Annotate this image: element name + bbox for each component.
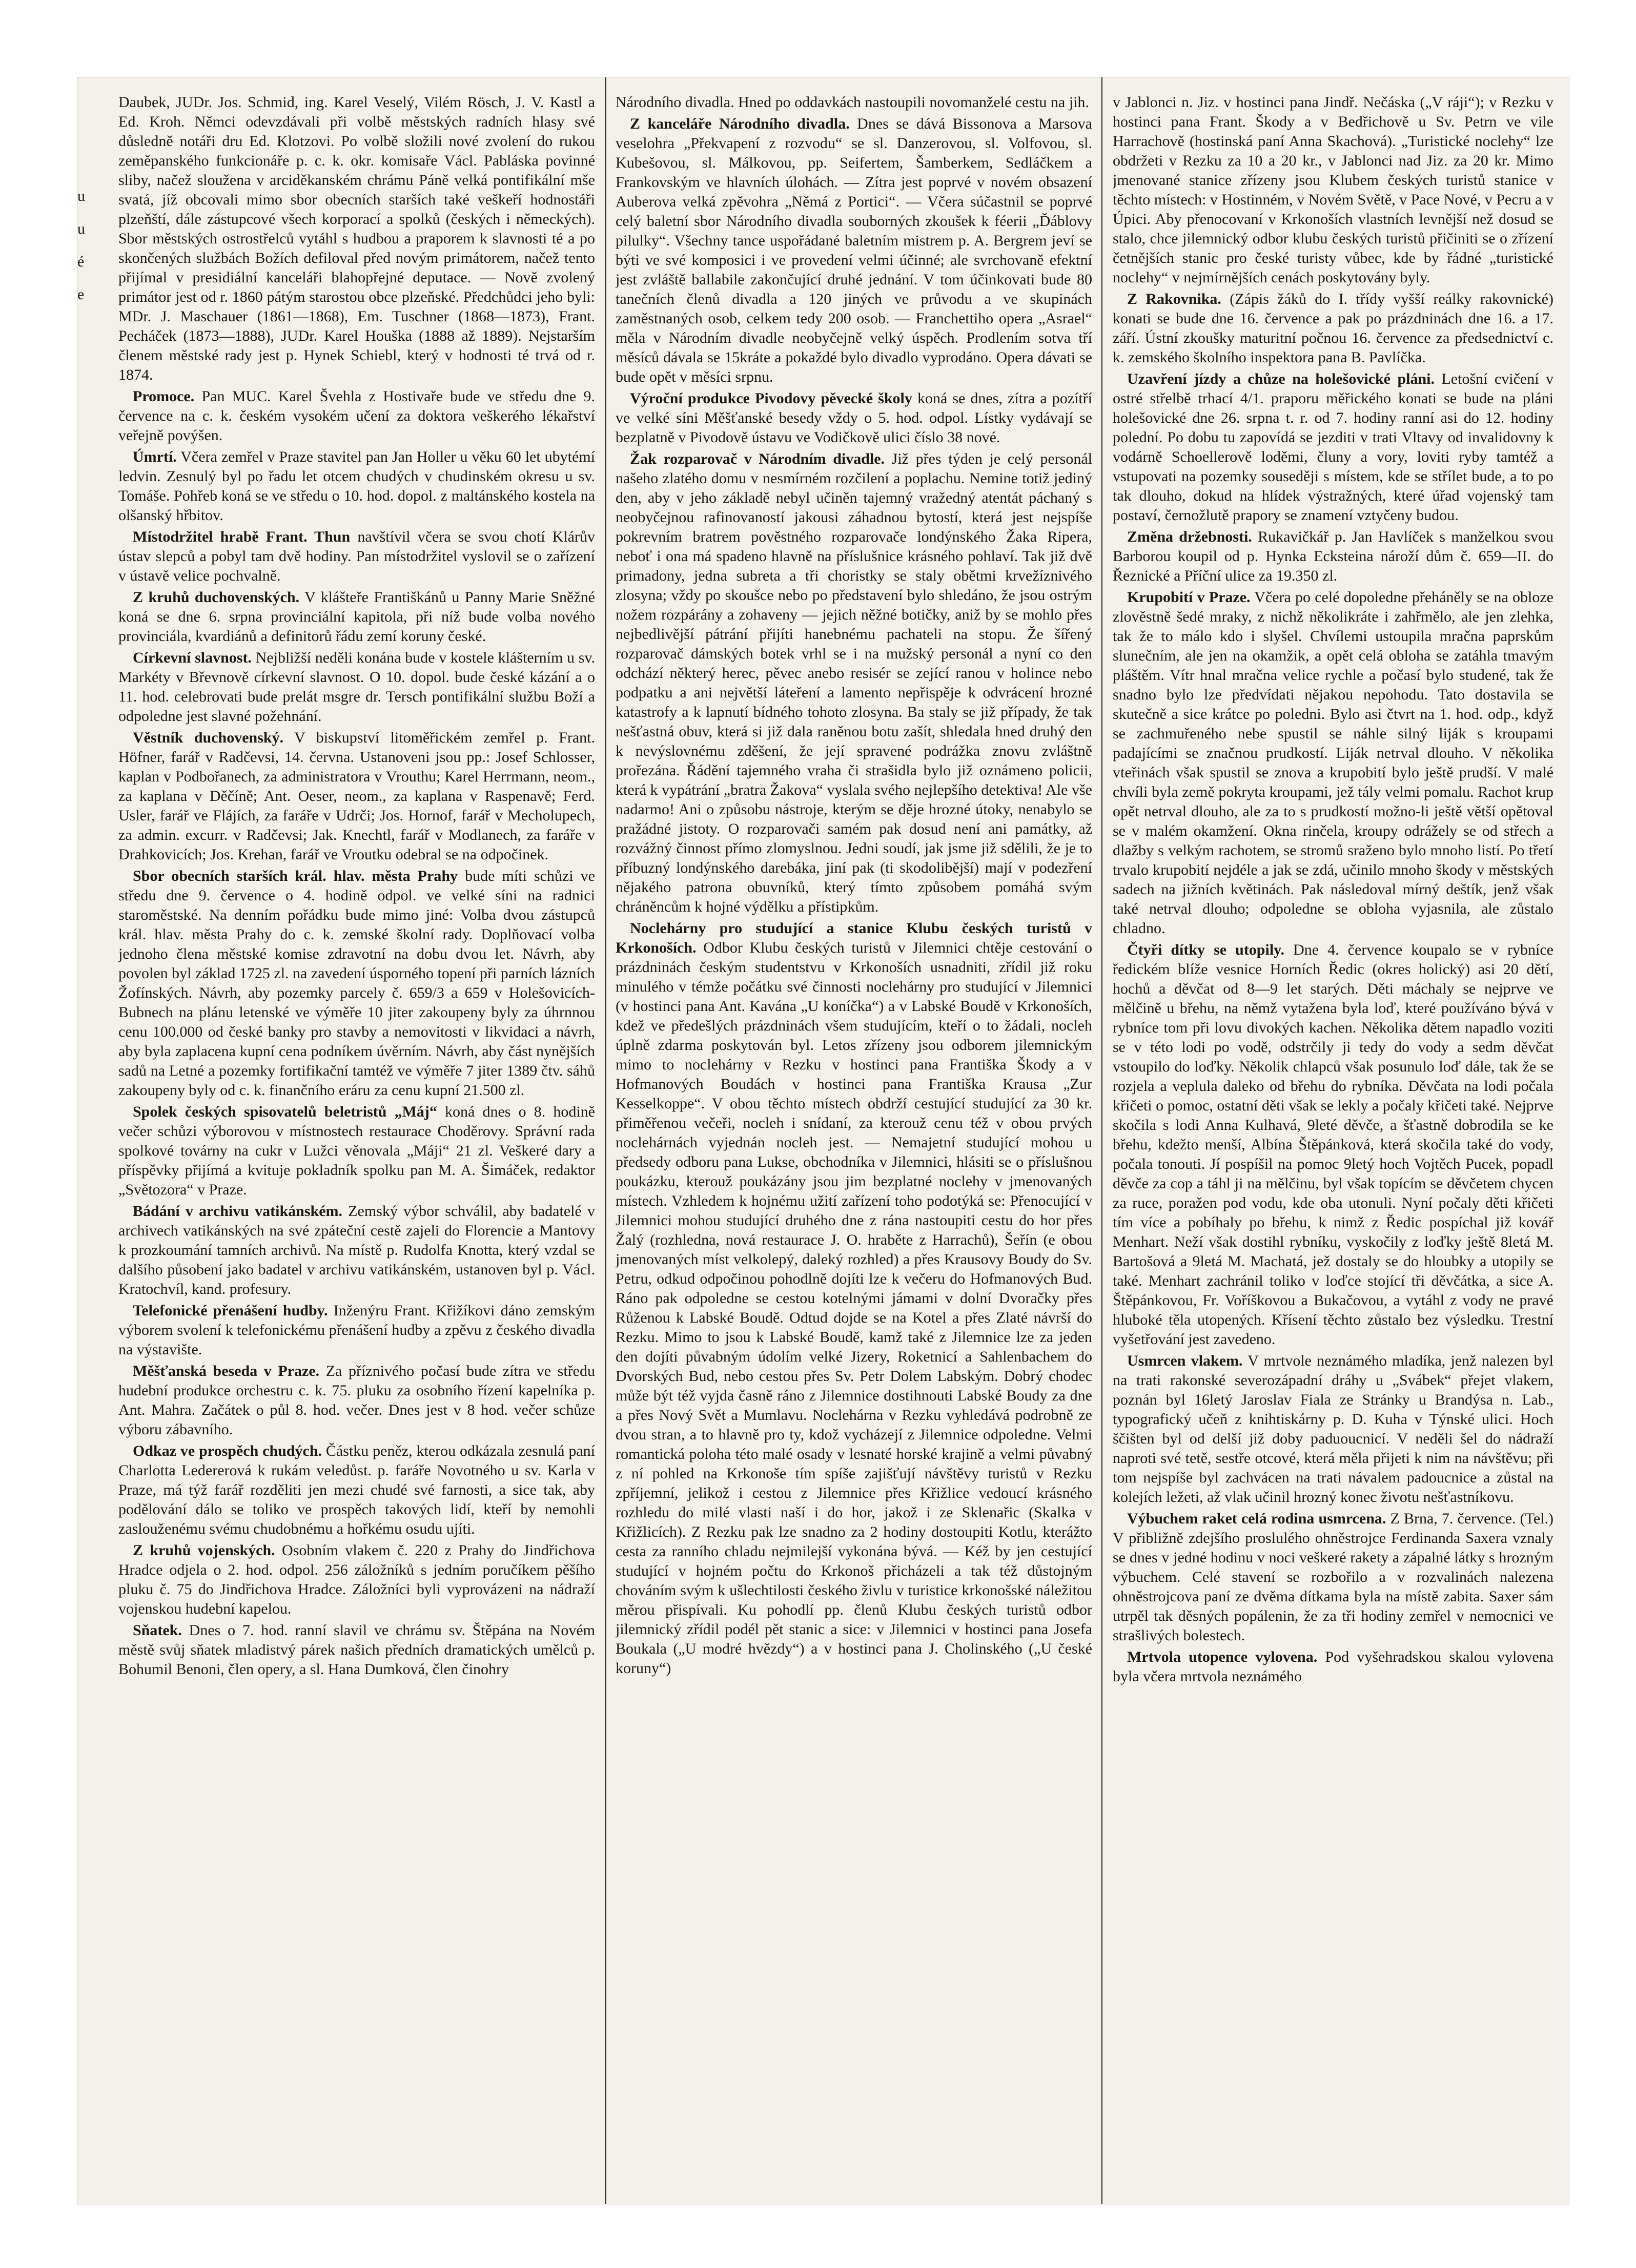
article-paragraph xyxy=(1113,1351,1553,1507)
article-paragraph xyxy=(118,648,595,726)
article-heading: Měšťanská beseda v Praze. xyxy=(133,1363,320,1379)
article-text: V klášteře Františkánů u Panny Marie Sněžné koná se dne 6. srpna provinciální kapitola, při níž bude volba nového provinciála, kvardiánů a definitorů řádu zemí koruny české. xyxy=(118,589,595,645)
article-paragraph xyxy=(1113,588,1553,938)
article-text: bude míti schůzi ve středu dne 9. července o 4. hodině odpol. ve velké síni na radnici staroměstské. Na denním pořádku bude mimo jiné: Volba dvou zástupců král. hlav. města Prahy do c. k. zemské školní rady. Doplňovací volba jednoho člena městské komise zdravotní na dobu dvou let. Návrh, aby povolen byl základ 1725 zl. na zavedení úsporného topení při parních lázních Žofínských. Návrh, aby pozemky parcely č. 659/3 a 659 v Holešovicích-Bubnech na plánu letenské ve výměře 10 jiter zakoupeny byly za úhrnnou cenu 100.000 od české banky pro stavby a nemovitosti v likvidaci a návrh, aby byla zaplacena kupní cena podníkem úvěrním. Návrh, aby část nynějších sadů na Letné a pozemky fortifikační tamtéž ve výměře 7 jiter 1389 čtv. sáhů zakoupeny byly od c. k. finančního eráru za cenu kupní 21.500 zl. xyxy=(118,868,595,1099)
left-margin-edge xyxy=(77,180,108,795)
article-heading: Místodržitel hrabě Frant. Thun xyxy=(133,528,351,545)
article-heading: Sbor obecních starších král. hlav. města Prahy xyxy=(133,868,458,884)
article-text: Již přes týden je celý personál našeho zlatého domu v nesmírném rozčilení a poplachu. Nemine totiž jediný den, aby v jeho základě nebyl učiněn tajemný vražedný atentát páchaný s neobyčejnou rafinovaností jakousi záhadnou bytostí, která jest nejspíše pokrevním bratrem pověstného rozparovače londýnského Žaka Ripera, neboť i ona má spadeno hlavně na příslušnice krásného pohlaví. Tak již dvě primadony, jedna subreta a tři choristky se staly obětmi krvežíznivého zlosyna; vždy po skoušce nebo po představení bylo shledáno, že jsou ostrým nožem rozpárány a zohaveny — jejich něžné botičky, aniž by se mohlo přes nejbedlivější pátrání přijíti hanebnému pachateli na stopu. Že šířený rozparovač dámských botek vrhl se i na mužský personál a nyní co den odchází některý herec, pěvec anebo resisér se zející ranou v holince nebo podpatku a ani největší láteření a lamento nepřispěje k odvrácení hrozné katastrofy a k lapnutí bídného tohoto zlosyna. Ba staly se již případy, že tak nešťastná obuv, která si již dala raněnou botu zašít, shledala hned druhý den k nevýslovnému zděšení, že její spravené podrážka znovu zvláštně prořezána. Řádění tajemného vraha či strašidla bylo již oznámeno policii, která k vypátrání „bratra Žakova“ vyslala svého nejlepšího detektiva! Ale vše nadarmo! Ani o způsobu nástroje, kterým se děje hrozné útoky, nenabylo se pražádné jistoty. O rozparovači samém pak dosud není ani památky, až rozvážný činnost přímo zlomyslnou. Jedni soudí, jak jsme již sdělili, že je to příbuzný londýnského darebáka, jiní pak (ti skodolibější) mají v podezření nějakého patrona obuvníků, který tímto způsobem pomáhá svým chráněncům k hojné výdělku a přístipkům. xyxy=(616,450,1092,915)
article-heading: Čtyři dítky se utopily. xyxy=(1127,941,1285,958)
newspaper-page xyxy=(77,77,1569,2204)
article-paragraph xyxy=(1113,1647,1553,1686)
column-rule xyxy=(605,77,606,2204)
article-paragraph xyxy=(118,387,595,445)
article-heading: Z Rakovnika. xyxy=(1127,291,1221,307)
article-paragraph xyxy=(1113,1509,1553,1645)
article-heading: Usmrcen vlakem. xyxy=(1127,1352,1243,1369)
article-text: Inženýru Frant. Křižíkovi dáno zemským výborem svolení k telefonickému přenášení hudby a zpěvu z českého divadla na výstavište. xyxy=(118,1302,595,1358)
article-heading: Bádání v archivu vatikánském. xyxy=(133,1203,343,1220)
edge-letter: e xyxy=(77,286,85,303)
article-heading: Mrtvola utopence vylovena. xyxy=(1127,1648,1318,1665)
article-heading: Uzavření jízdy a chůze na holešovické pláni. xyxy=(1127,370,1435,387)
article-text: Odbor Klubu českých turistů v Jilemnici chtěje cestování o prázdninách českým studentstvu v Krkonoších usnadniti, zřídil již roku minulého v témže počátku své činnosti noclehárny pro studující v Jilemnici (v hostinci pana Ant. Kavána „U koníčka“) a v Labské Boudě v Krkonoších, kdež ve předešlých prázdninách všem studujícím, kteří o to žádali, nocleh úplně zdarma poskytován byl. Letos zřízeny jsou odborem jilemnickým mimo to noclehárny v Rezku v hostinci pana Františka Škody a v Hofmanových Boudách v hostinci pana Františka Krausa „Zur Kesselkoppe“. V obou těchto místech obdrží cestující studující za 30 kr. přiměřenou večeři, nocleh i snídaní, za kterouž cenu též v obou prvých noclehárnách vyjednán nocleh jest. — Nemajetní studující mohou u předsedy odboru pana Lukse, obchodníka v Jilemnici, hlásiti se o příslušnou poukázku, kterouž poukázány jsou jim bezplatné noclehy v jmenovaných místech. Vzhledem k hojnému užití zařízení toho podotýká se: Přenocující v Jilemnici mohou studující druhého dne z rána nastoupiti cestu do hor přes Žalý (rozhledna, nová restaurace J. O. hraběte z Harrachů), Šeřín (e obou jmenovaných míst velkolepý, daleký rozhled) a přes Krausovy Boudy do Sv. Petru, odkud odpočinou pohodlně dojíti lze k večeru do Hofmanových Bud. Ráno pak odpoledne se cestou kotelnými jámami v dolní Dvoračky přes Růženou k Labské Boudě. Odtud dojde se na Kotel a přes Zlaté návrší do Rezku. Mimo to jsou k Labské Boudě, kamž také z Jilemnice lze za jeden den dojíti půvabným údolím velké Jizery, Roketnicí a Sahlenbachem do Dvorských Bud, nebo cestou přes Sv. Petr Dolem Labským. Dobrý chodec může být též vyjda časně ráno z Jilemnice dostihnouti Labské Boudy za dne a přes Nový Svět a Mumlavu. Noclehárna v Rezku vyhledává podrobně ze dvou stran, a to hlavně pro ty, kdož vycházejí z Jilemnice odpoledne. Velmi romantická poloha této malé osady v lesnaté horské krajině a velmi půvabný z ní pohled na Krkonoše tím spíše zajišťují návštěvy turistů v Rezku zpříjemní, jelikož i cestou z Jilemnice přes Křižlice vedoucí krásného rozhledu do milé vlasti naší i do hor, jakož i ze Sklenařic (Skalka v Křižlicích). Z Rezku pak lze snadno za 2 hodiny dostoupiti Kotlu, kterážto cesta za ranního chladu nejmilejší vykonána bývá. — Kéž by jen cestující studující v hojném počtu do Krkonoš přicházeli a tak též důstojným chováním svým k ušlechtilosti českého živlu v turistice krkonošské náležitou měrou přispívali. Ku pohodlí pp. členů Klubu českých turistů odbor jilemnický zřídil podél pět stanic a sice: v Jilemnici v hostinci pana Josefa Boukala („U modré hvězdy“) a v hostinci pana J. Cholinského („U české koruny“) xyxy=(616,939,1092,1677)
article-text: Zemský výbor schválil, aby badatelé v archivech vatikánských na své zpáteční cestě zajeli do Florencie a Mantovy k prozkoumání tamních archivů. Na místě p. Rudolfa Knotta, který vzdal se dalšího působení jako badatel v archivu vatikánském, ustanoven byl p. Václ. Kratochvíl, kand. profesury. xyxy=(118,1203,595,1297)
article-text: Rukavičkář p. Jan Havlíček s manželkou svou Barborou koupil od p. Hynka Ecksteina nároží dům č. 659—II. do Řeznické a Příční ulice za 19.350 zl. xyxy=(1113,528,1553,584)
article-paragraph xyxy=(118,1541,595,1619)
article-paragraph xyxy=(118,728,595,864)
article-text: V mrtvole neznámého mladíka, jenž nalezen byl na trati rakonské severozápadní dráhy u „Svábek“ přejet vlakem, poznán byl 16letý Jaroslav Fiala ze Stránky u Brandýsa n. Lab., typografický učeň z knihtiskárny p. D. Kuha v Týnské ulici. Hoch ščišten byl od delší již doby paduoucnicí. V neděli šel do nádraží naproti své tetě, sestře otcové, která měla přijeti k nim na návštěvu; při tom nejspíše byl zachvácen na trati návalem padoucnice a zůstal na kolejích ležeti, až vlak učinil hrozný konec životu nešťastníkovu. xyxy=(1113,1352,1553,1506)
article-paragraph xyxy=(118,1362,595,1439)
article-heading: Výbuchem raket celá rodina usmrcena. xyxy=(1127,1510,1386,1527)
article-paragraph xyxy=(616,389,1092,447)
article-heading: Změna držebnosti. xyxy=(1127,528,1252,545)
article-text: Daubek, JUDr. Jos. Schmid, ing. Karel Veselý, Vilém Rösch, J. V. Kastl a Ed. Kroh. Němci odevzdávali při volbě městských radních hlasy své důsledně notáři dru Ed. Klotzovi. Po volbě složili nové zvolení do rukou zeměpanského funkcionáře p. c. k. okr. komisaře Václ. Pabláska povinné sliby, načež sloužena v arciděkanském chrámu Páně velká pontifikální mše svatá, jíž obcovali mimo sbor obecních starších také veškeří hodnostáři plzeňští, dále zástupcové všech korporací a spolků (českých i německých). Sbor městských ostrostřelců vytáhl s hudbou a praporem k slavnosti té a po skončených službách Božích defiloval před novým primátorem, načež tento přijímal v presidiální kanceláři blahopřejné deputace. — Nově zvolený primátor jest od r. 1860 pátým starostou obce plzeňské. Předchůdci jeho byli: MDr. J. Maschauer (1861—1868), Em. Tuschner (1868—1873), Frant. Pecháček (1873—1888), JUDr. Karel Houška (1888 až 1889). Nejstarším členem městské rady jest p. Hynek Schiebl, který v hodnosti té trvá od r. 1874. xyxy=(118,94,595,383)
article-heading: Sňatek. xyxy=(133,1622,182,1639)
article-heading: Církevní slavnost. xyxy=(133,649,252,666)
article-paragraph xyxy=(118,588,595,646)
article-paragraph xyxy=(118,1441,595,1539)
edge-letter: u xyxy=(77,220,85,237)
article-text: Národního divadla. Hned po oddavkách nastoupili novomanželé cestu na jih. xyxy=(616,94,1089,111)
article-heading: Výroční produkce Pivodovy pěvecké školy xyxy=(630,390,912,407)
article-text: Osobním vlakem č. 220 z Prahy do Jindřichova Hradce odjela o 2. hod. odpol. 256 záložníků s jedním poručíkem pěšího pluku č. 75 do Jindřichova Hradce. Záložníci byli vyprovázeni na nádraží vojenskou hudební kapelou. xyxy=(118,1542,595,1617)
article-text: Z Brna, 7. července. (Tel.) V přibližně zdejšího proslulého ohněstrojce Ferdinanda Saxera vznaly se dnes v jedné hodinu v noci veškeré rakety a zápalné látky s hrozným výbuchem. Celé stavení se rozbořilo a v rozvalinách nalezena ohněstrojcova paní ze dvěma dítkama byla na místě zabita. Saxer sám utrpěl tak děsných popálenin, že za tři hodiny zemřel v nemocnici ve strašlivých bolestech. xyxy=(1113,1510,1553,1644)
article-paragraph xyxy=(118,527,595,586)
article-paragraph xyxy=(118,867,595,1100)
article-paragraph xyxy=(1113,369,1553,525)
article-paragraph xyxy=(616,114,1092,387)
article-heading: Z kruhů duchovenských. xyxy=(133,589,300,606)
article-text: Nejbližší neděli konána bude v kostele klášterním u sv. Markéty v Břevnově církevní slavnost. O 10. dopol. bude české kázání a o 11. hod. celebrovati bude prelát msgre dr. Tersch pontifikální službu Boží a odpoledne jest slavné požehnání. xyxy=(118,649,595,725)
article-text: Pan MUC. Karel Švehla z Hostivaře bude ve středu dne 9. července na c. k. českém vysokém učení za doktora veškerého lékařství veřejně povýšen. xyxy=(118,388,595,444)
article-paragraph xyxy=(616,449,1092,917)
article-paragraph xyxy=(1113,940,1553,1349)
article-heading: Úmrtí. xyxy=(133,448,177,465)
article-text: (Zápis žáků do I. třídy vyšší reálky rakovnické) konati se bude dne 16. července a pak po prázdninách dne 16. a 17. září. Ústní zkoušky maturitní počnou 16. července za předsednictví c. k. zemského školního inspektora pana B. Pavlíčka. xyxy=(1113,291,1553,366)
article-heading: Z kanceláře Národního divadla. xyxy=(630,115,850,132)
article-paragraph xyxy=(1113,527,1553,586)
article-heading: Noclehárny pro studující a stanice Klubu českých turistů v Krkonoších. xyxy=(616,920,1092,956)
article-paragraph xyxy=(118,1102,595,1200)
article-paragraph xyxy=(118,1621,595,1679)
article-paragraph xyxy=(1113,290,1553,367)
article-heading: Odkaz ve prospěch chudých. xyxy=(133,1442,322,1459)
article-text: koná se dnes, zítra a pozítří ve velké síni Měšťanské besedy vždy o 5. hod. odpol. Lístky vydávají se bezplatně v Pivodově ústavu ve Vodičkově ulici číslo 38 nové. xyxy=(616,390,1092,446)
article-text: Dne 4. července koupalo se v rybníce ředickém blíže vesnice Horních Ředic (okres holický) asi 20 dětí, hochů a děvčat od 8—9 let starých. Děti máchaly se nejprve ve mělčině u břehu, na němž vytažena byla loď, které používáno bývá v rybníce tom při lovu divokých kachen. Několika dětem napadlo voziti se v této lodi po vodě, odstrčily ji tedy do vody a sedm děvčat vstoupilo do loďky. Několik chlapců však posunulo loď dále, tak že se rozjela a veplula daleko od břehu do rybníka. Děvčata na lodi počala křičeti o pomoc, ostatní děti však se lekly a počaly křičeti také. Nejprve skočila s lodi Anna Kulhavá, 9leté děvče, a šťastně dobrodila se ke břehu, kdežto menší, Albína Štěpánková, která skočila také do vody, počala tonouti. Jí pospíšil na pomoc 9letý hoch Vojtěch Pucek, popadl děvče za cop a táhl ji na mělčinu, byl však topícím se děvčetem chycen za ruce, poražen pod vodu, kde oba utonuli. Nyní počaly děti křičeti tím více a pobíhaly po břehu, k nimž z Ředic pospíchal již kovář Menhart. Neží však dostihl rybníku, vyskočily z loďky ještě 8letá M. Bartošová a 9letá M. Machatá, jež dostaly se do hloubky a utopily se také. Menhart zachránil toliko v loďce stojící tři děvčátka, a sice A. Štěpánkovou, Fr. Voříškovou a Bukačovou, a vytáhl z vody ne pravé hluboké těla utopených. Křísení těchto zůstalo bez výsledku. Trestní vyšetřování jest zavedeno. xyxy=(1113,941,1553,1348)
article-text: Letošní cvičení v ostré střelbě trhací 4/1. praporu měřického konati se bude na pláni holešovické dne 26. srpna t. r. od 7. hodiny ranní asi do 12. hodiny polední. Po dobu tu zapovídá se jezditi v trati Vltavy od invalidovny k vodárně Schoellerově loděmi, čluny a vory, loviti ryby tamtéž a vstupovati na pozemky souseději s místem, kde se střílet bude, a to po tak dlouho, dokud na hlídek výstražných, které úřad vojenský tam postaví, černožlutě prapory se znamení vztyčeny budou. xyxy=(1113,370,1553,524)
article-paragraph xyxy=(616,919,1092,1678)
article-paragraph xyxy=(616,93,1092,112)
article-paragraph xyxy=(1113,93,1553,287)
article-heading: Žak rozparovač v Národním divadle. xyxy=(630,450,885,467)
article-paragraph xyxy=(118,1301,595,1359)
article-text: Včera po celé dopoledne přeháněly se na obloze zlověstně šedé mraky, z nichž několikráte i zahřmělo, ale jen zlehka, tak že to málo kdo i slyšel. Chvílemi ustoupila mračna paprskům slunečním, ale jen na okamžik, a opět celá obloha se zatáhla tmavým pláštěm. Vítr hnal mračna velice rychle a počasí bylo studené, tak že snadno bylo lze předvídati nějakou nepohodu. Tato dostavila se skutečně a sice krátce po poledni. Bylo asi čtvrt na 1. hod. odp., když se zachmuřeného nebe spustil se náhle silný liják s kroupami padajícími se značnou prudkostí. Liják netrval dlouho. V několika vteřinách však spustil se znova a krupobití bylo ještě prudší. V malé chvíli byla země pokryta kroupami, jež tály velmi pomalu. Rachot krup opět netrval dlouho, ale za to s prudkostí možno-li ještě větší opětoval se v malém okamžení. Okna rinčela, kroupy odrážely se od střech a dlažby s velkým rachotem, se stromů sraženo bylo mnoho listí. Po třetí trvalo krupobití nejdéle a jak se zdá, učinilo mnoho škody v městských sadech na jižních květinách. Pak následoval mírný deštík, jenž však také netrval dlouho; odpoledne se obloha vyjasnila, ale zůstalo chladno. xyxy=(1113,589,1553,937)
edge-letter: é xyxy=(77,253,85,270)
article-text: Částku peněz, kterou odkázala zesnulá paní Charlotta Ledererová k rukám veledůst. p. faráře Novotného u sv. Karla v Praze, má týž farář rozděliti jen mezi chudé své farnosti, a sice tak, aby podělování dálo se toliko ve prospěch takových lidí, kteří by nemohli zaslouženému svému chudobnému a hořkému osudu ujíti. xyxy=(118,1442,595,1537)
article-text: Dnes o 7. hod. ranní slavil ve chrámu sv. Štěpána na Novém městě svůj sňatek mladistvý párek našich předních dramatických umělců p. Bohumil Benoni, člen opery, a sl. Hana Dumková, člen činohry xyxy=(118,1622,595,1678)
article-heading: Telefonické přenášení hudby. xyxy=(133,1302,328,1319)
article-text: koná dnes o 8. hodině večer schůzi výborovou v místnostech restaurace Choděrovy. Správní rada spolkové továrny na cukr v Lužci věnovala „Máji“ 21 zl. Veškeré dary a příspěvky přijímá a kvituje pokladník spolku pan M. A. Šimáček, redaktor „Světozora“ v Praze. xyxy=(118,1103,595,1198)
article-heading: Krupobití v Praze. xyxy=(1127,589,1251,606)
article-heading: Věstník duchovenský. xyxy=(133,729,284,746)
article-text: Pod vyšehradskou skalou vylovena byla včera mrtvola neznámého xyxy=(1113,1648,1553,1685)
article-heading: Promoce. xyxy=(133,388,195,405)
article-text: Včera zemřel v Praze stavitel pan Jan Holler u věku 60 let ubytémí ledvin. Zesnulý byl po řadu let otcem chudých v chudinském okresu u sv. Tomáše. Pohřeb koná se ve středu o 10. hod. dopol. z maltánského kostela na olšanský hřbitov. xyxy=(118,448,595,524)
article-text: navštívil včera se svou chotí Klárův ústav slepců a pobyl tam dvě hodiny. Pan místodržitel vyslovil se o zařízení v ústavě velice pochvalně. xyxy=(118,528,595,584)
article-heading: Spolek českých spisovatelů beletristů „Máj“ xyxy=(133,1103,437,1120)
column-2 xyxy=(616,93,1092,1680)
column-rule xyxy=(1101,77,1102,2204)
article-paragraph xyxy=(118,1202,595,1299)
column-3 xyxy=(1113,93,1553,1688)
article-text: V biskupství litoměřickém zemřel p. Frant. Höfner, farář v Radčevsi, 14. června. Ustanoveni jsou pp.: Josef Schlosser, kaplan v Podbořanech, za administratora v Vrouthu; Karel Herrmann, neom., za kaplana v Děčíně; Ant. Oeser, neom., za kaplana v Raspenavě; Ferd. Usler, farář ve Flájích, za faráře v Udrči; Jos. Hornof, farář v Mecholupech, za admin. excurr. v Radčevsi; Jak. Knechtl, farář v Modlanech, za faráře v Drahkovicích; Jos. Krehan, farář ve Vroutku odebral se na odpočinek. xyxy=(118,729,595,863)
article-text: Za příznivého počasí bude zítra ve středu hudební produkce orchestru c. k. 75. pluku za osobního řízení kapelníka p. Ant. Mahra. Začátek o půl 8. hod. večer. Dnes jest v 8 hod. večer schůze výboru zábavního. xyxy=(118,1363,595,1438)
edge-letter: u xyxy=(77,188,85,204)
article-text: v Jablonci n. Jiz. v hostinci pana Jindř. Nečáska („V ráji“); v Rezku v hostinci pana Frant. Škody a v Bedřichově u Sv. Petrn ve vile Harrachově (hostinská paní Anna Skachová). „Turistické noclehy“ lze obdržeti v Rezku za 10 a 20 kr., v Jablonci nad Jiz. za 20 kr. Mimo jmenované stanice zřízeny jsou Klubem českých turistů stanice v těchto místech: v Hostinném, v Novém Světě, v Pace Nové, v Pecru a v Úpici. Aby přenocovaní v Krkonoších vlastních levnější než dosud se stalo, chce jilemnický odbor klubu českých turistů přičiniti se o zřízení četnějších stanic pro české turisty vůbec, kde by řádné „turistické noclehy“ v nejmírnějších cenách poskytovány byly. xyxy=(1113,94,1553,286)
article-heading: Z kruhů vojenských. xyxy=(133,1542,275,1559)
column-1 xyxy=(118,93,595,1681)
article-paragraph xyxy=(118,93,595,385)
article-text: Dnes se dává Bissonova a Marsova veselohra „Překvapení z rozvodu“ se sl. Danzerovou, sl. Volfovou, sl. Kubešovou, sl. Málkovou, pp. Seifertem, Šamberkem, Sedláčkem a Frankovským ve hlavních úlohách. — Zítra jest poprvé v novém obsazení Auberova velká zpěvohra „Němá z Portici“. — Včera súčastnil se poprvé celý baletní sbor Národního divadla souborných zkoušek k féerii „Ďáblovy pilulky“. Všechny tance uspořádané baletním mistrem p. A. Bergrem jeví se býti ve své komposici i ve provedení velmi účinné; ale svrchovaně efektní jest zvláště ballabile zakončující druhé jednání. V tom účinkovati bude 80 tanečních členů divadla a 120 jiných ve průvodu a ve skupinách zaměstnaných osob, celkem tedy 200 osob. — Franchettiho opera „Asrael“ měla v Národním divadle neobyčejně velký úspěch. Prodlením sotva tří měsíců dávala se 15kráte a pokaždé bylo divadlo vyprodáno. Opera dávati se bude opět v měsíci srpnu. xyxy=(616,115,1092,385)
article-paragraph xyxy=(118,447,595,525)
